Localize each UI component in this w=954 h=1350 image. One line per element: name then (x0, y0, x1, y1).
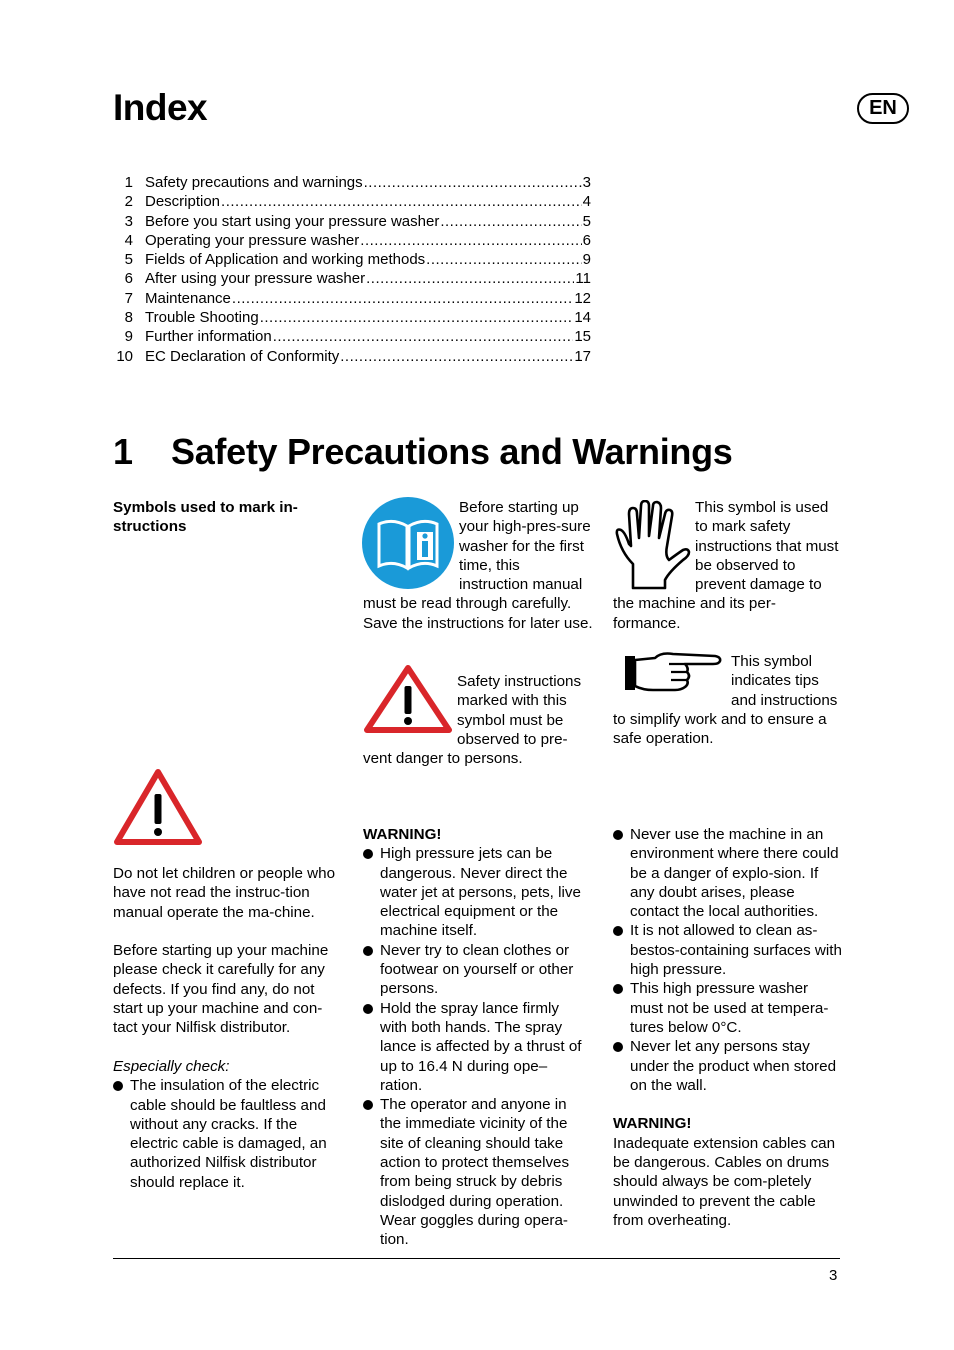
toc-entry[interactable] (113, 308, 591, 327)
toc-page: 17 (574, 347, 591, 365)
language-badge: EN (857, 93, 909, 124)
toc-title: Further information (145, 328, 272, 346)
toc-entry[interactable] (113, 231, 591, 250)
toc-title: Safety precautions and warnings (145, 174, 363, 191)
column-2 (363, 825, 588, 1250)
list-item: Hold the spray lance firmly with both hands. The spray lance is affected by a thrust of up to 16.4 N during ope–ration. (363, 999, 588, 1095)
toc-number: 1 (124, 174, 133, 191)
toc-leader (366, 269, 574, 288)
toc-number: 5 (124, 251, 133, 269)
list-item: It is not allowed to clean as-bestos-containing surfaces with high pressure. (613, 921, 843, 979)
toc-leader (440, 212, 581, 231)
manual-symbol-text: Before starting up your high-pres-sure washer for the first time, this instruction manual must be read through carefully. Save the instructions for later use. (363, 499, 593, 632)
extension-cable-warning-text: Inadequate extension cables can be dangerous. Cables on drums should always be com-pletely unwinded to prevent the cable from overheating. (613, 1134, 836, 1229)
list-item: Never try to clean clothes or footwear on yourself or other persons. (363, 941, 588, 999)
toc-entry[interactable] (113, 250, 591, 269)
toc-leader (232, 289, 573, 308)
toc-title: Maintenance (145, 289, 231, 307)
pointer-symbol-text: This symbol indicates tips and instructions to simplify work and to ensure a safe operation. (613, 653, 838, 748)
table-of-contents (113, 173, 591, 366)
warning-label: WARNING! (613, 1115, 692, 1133)
toc-page: 14 (574, 309, 591, 327)
toc-page: 9 (582, 251, 591, 269)
toc-entry[interactable] (113, 212, 591, 231)
column-1 (113, 864, 345, 1192)
toc-number: 8 (124, 309, 133, 327)
toc-number: 6 (124, 270, 133, 288)
toc-page: 6 (582, 231, 591, 249)
toc-number: 10 (116, 347, 133, 365)
toc-leader (364, 173, 582, 192)
toc-title: Before you start using your pressure washer (145, 212, 440, 230)
especially-check-label: Especially check: (113, 1057, 230, 1075)
toc-entry[interactable] (113, 347, 591, 366)
safety-list (613, 825, 843, 1095)
section-title: Safety Precautions and Warnings (171, 431, 733, 472)
danger-symbol-block (363, 672, 593, 768)
toc-title: After using your pressure washer (145, 270, 366, 288)
danger-symbol-text: Safety instructions marked with this symbol must be observed to pre-vent danger to persons. (363, 673, 582, 768)
symbols-heading: Symbols used to mark in-structions (113, 499, 298, 536)
toc-leader (360, 231, 581, 250)
manual-symbol-block (363, 498, 593, 633)
toc-leader (340, 347, 573, 366)
toc-entry[interactable] (113, 192, 591, 211)
warning-list (363, 844, 588, 1249)
toc-title: Description (145, 193, 221, 211)
check-list (113, 1076, 345, 1192)
toc-leader (260, 308, 574, 327)
list-item: Never use the machine in an environment where there could be a danger of explo-sion. If any doubt arises, please contact the local authorities. (613, 825, 843, 921)
list-item: The operator and anyone in the immediate vicinity of the site of cleaning should take action to protect themselves from being struck by debris dislodged during operation. Wear goggles during opera-tion. (363, 1095, 588, 1249)
info-manual-icon (361, 496, 455, 590)
toc-entry[interactable] (113, 269, 591, 288)
toc-number: 4 (124, 231, 133, 249)
footer-rule (113, 1258, 840, 1259)
toc-page: 5 (582, 212, 591, 230)
list-item: Never let any persons stay under the product when stored on the wall. (613, 1037, 843, 1095)
toc-title: EC Declaration of Conformity (145, 347, 340, 365)
list-item: High pressure jets can be dangerous. Never direct the water jet at persons, pets, live electrical equipment or the machine itself. (363, 844, 588, 940)
page-number: 3 (829, 1267, 838, 1284)
section-number: 1 (113, 431, 133, 472)
toc-page: 15 (574, 328, 591, 346)
section-heading (113, 430, 733, 474)
list-item: The insulation of the electric cable should be faultless and without any cracks. If the electric cable is damaged, an authorized Nilfisk distributor should replace it. (113, 1076, 345, 1192)
toc-leader (221, 192, 582, 211)
toc-page: 4 (582, 193, 591, 211)
children-warning-text: Do not let children or people who have not read the instruc-tion manual operate the ma-chine. (113, 865, 336, 921)
hand-symbol-block (613, 498, 843, 633)
warning-label: WARNING! (363, 826, 442, 843)
hand-stop-icon (613, 500, 691, 592)
list-item: This high pressure washer must not be used at tempera-tures below 0°C. (613, 979, 843, 1037)
toc-number: 2 (124, 193, 133, 211)
toc-title: Trouble Shooting (145, 309, 259, 327)
toc-number: 9 (124, 328, 133, 346)
toc-title: Fields of Application and working methods (145, 251, 426, 269)
column-3 (613, 825, 843, 1230)
toc-entry[interactable] (113, 289, 591, 308)
toc-entry[interactable] (113, 327, 591, 346)
toc-page: 3 (582, 174, 591, 191)
toc-title: Operating your pressure washer (145, 231, 360, 249)
page-title: Index (113, 87, 208, 128)
pointing-hand-icon (623, 650, 723, 696)
toc-page: 11 (575, 270, 591, 288)
toc-number: 3 (124, 212, 133, 230)
warning-triangle-icon (363, 664, 453, 734)
check-defects-text: Before starting up your machine please check it carefully for any defects. If you find any, do not start up your machine and con-tact your Nilfisk distributor. (113, 942, 329, 1037)
toc-page: 12 (574, 289, 591, 307)
hand-symbol-text: This symbol is used to mark safety instructions that must be observed to prevent damage to the machine and its per-formance. (613, 499, 839, 632)
pointer-symbol-block (613, 652, 843, 748)
toc-leader (426, 250, 581, 269)
warning-triangle-icon (113, 768, 203, 846)
toc-number: 7 (124, 289, 133, 307)
toc-leader (273, 327, 574, 346)
toc-entry[interactable] (113, 173, 591, 192)
